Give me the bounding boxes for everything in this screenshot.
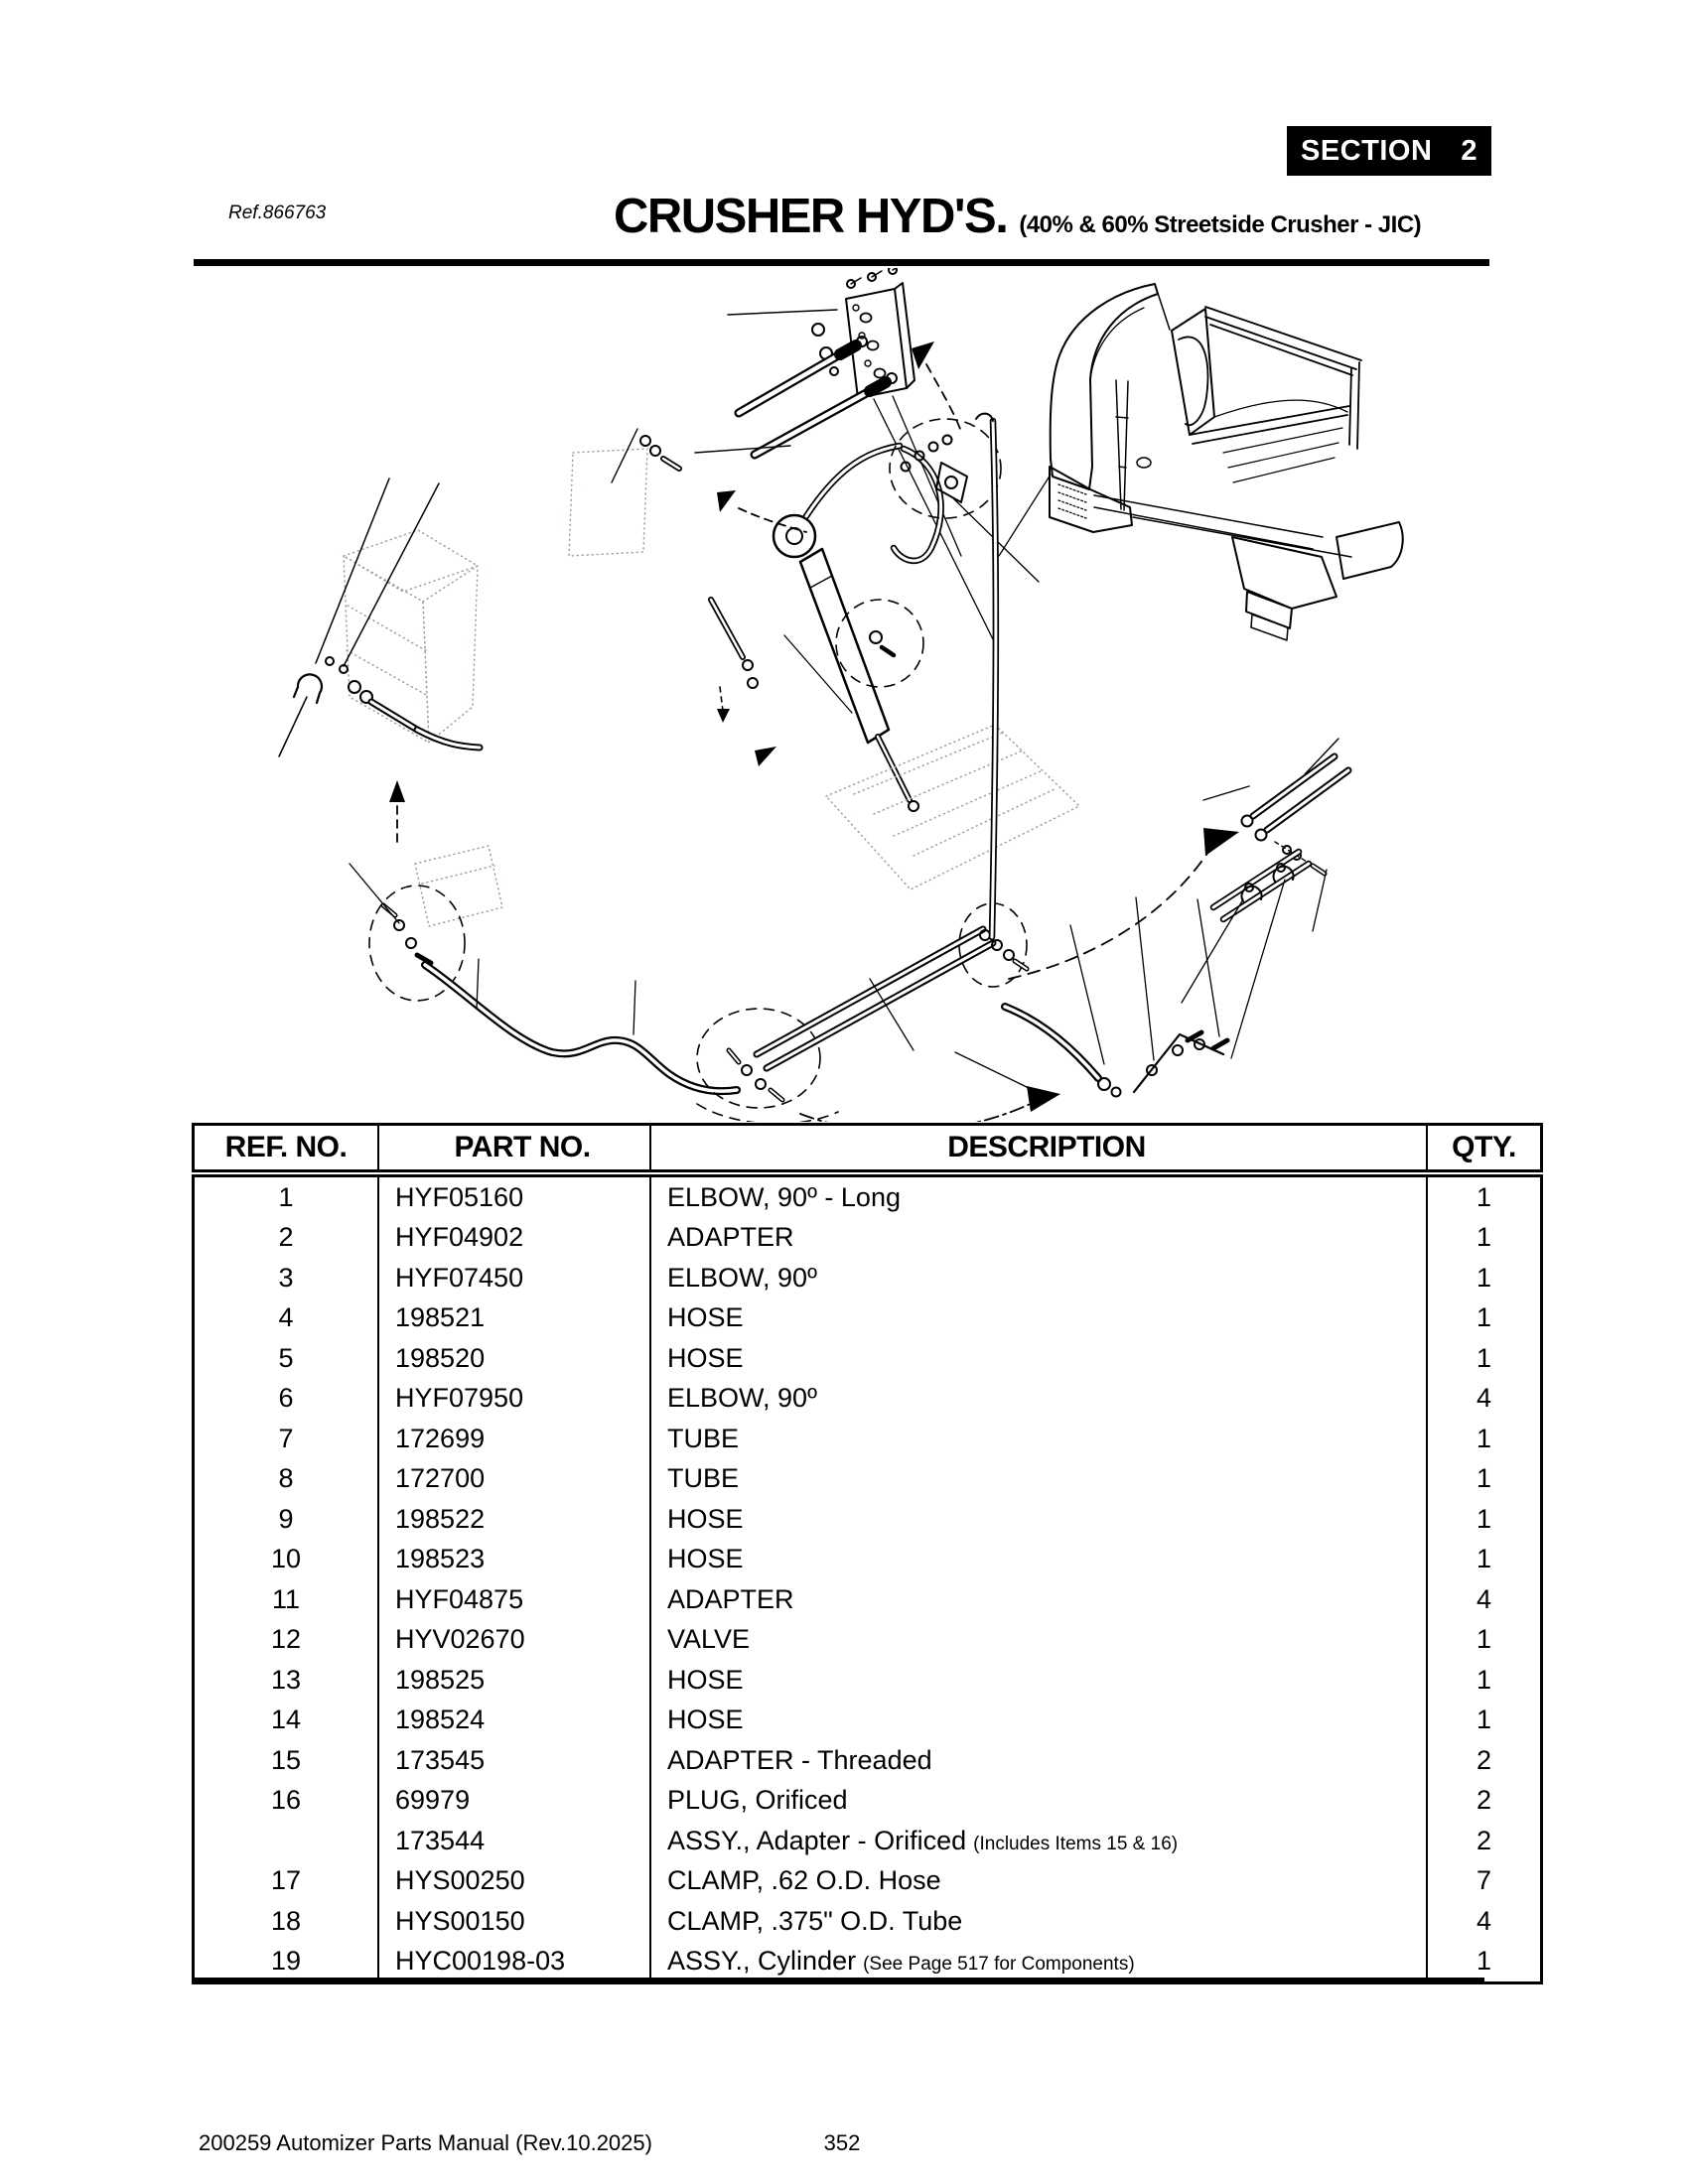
diagram-crusher-body bbox=[999, 284, 1403, 640]
description-text: CLAMP, .62 O.D. Hose bbox=[667, 1865, 941, 1896]
cell-desc bbox=[650, 1660, 1427, 1701]
cell-qty: 4 bbox=[1427, 1579, 1542, 1620]
cell-desc bbox=[650, 1499, 1427, 1540]
parts-table-body bbox=[194, 1173, 1542, 1983]
cell-part: 198524 bbox=[378, 1701, 650, 1741]
cell-qty: 1 bbox=[1427, 1218, 1542, 1259]
cell-part: HYF04875 bbox=[378, 1579, 650, 1620]
table-row bbox=[194, 1620, 1542, 1661]
description-text: ASSY., Cylinder bbox=[667, 1946, 857, 1977]
parts-table bbox=[192, 1123, 1543, 1984]
cell-qty: 1 bbox=[1427, 1459, 1542, 1500]
column-header-desc: DESCRIPTION bbox=[650, 1125, 1427, 1174]
cell-part: 198520 bbox=[378, 1338, 650, 1379]
cell-qty: 2 bbox=[1427, 1821, 1542, 1861]
description-text: ADAPTER bbox=[667, 1583, 794, 1614]
cell-ref: 3 bbox=[278, 1262, 294, 1293]
footer-manual-label: 200259 Automizer Parts Manual (Rev.10.2025) bbox=[199, 2130, 652, 2155]
arrowhead-bottom-right bbox=[1027, 1086, 1060, 1112]
diagram-bottom-right-cluster bbox=[800, 897, 1227, 1122]
cell-part: 69979 bbox=[378, 1781, 650, 1822]
cell-qty: 1 bbox=[1427, 1338, 1542, 1379]
cell-ref: 9 bbox=[278, 1503, 294, 1534]
cell-desc bbox=[650, 1379, 1427, 1420]
table-row bbox=[194, 1740, 1542, 1781]
diagram-valve-bank bbox=[344, 449, 647, 926]
description-text: HOSE bbox=[667, 1503, 744, 1534]
cell-part: HYV02670 bbox=[378, 1620, 650, 1661]
description-text: PLUG, Orificed bbox=[667, 1785, 848, 1816]
exploded-diagram bbox=[139, 268, 1569, 1122]
table-row bbox=[194, 1781, 1542, 1822]
cell-qty: 2 bbox=[1427, 1740, 1542, 1781]
cell-qty: 1 bbox=[1427, 1620, 1542, 1661]
table-row bbox=[194, 1821, 1542, 1861]
cell-ref: 1 bbox=[278, 1181, 294, 1212]
table-row bbox=[194, 1660, 1542, 1701]
description-text: TUBE bbox=[667, 1423, 740, 1453]
arrowhead-up bbox=[389, 780, 405, 802]
cell-ref: 10 bbox=[270, 1544, 302, 1574]
cell-qty: 7 bbox=[1427, 1861, 1542, 1902]
table-row bbox=[194, 1218, 1542, 1259]
cell-qty: 1 bbox=[1427, 1419, 1542, 1459]
ref-number-label: Ref.866763 bbox=[228, 203, 327, 223]
description-text: HOSE bbox=[667, 1302, 744, 1333]
cell-qty: 4 bbox=[1427, 1379, 1542, 1420]
cell-qty: 1 bbox=[1427, 1942, 1542, 1983]
cell-ref: 8 bbox=[278, 1463, 294, 1494]
title-row bbox=[614, 189, 1421, 244]
cell-ref: 13 bbox=[270, 1664, 302, 1695]
footer-page-number: 352 bbox=[823, 2130, 861, 2155]
cell-part: 172700 bbox=[378, 1459, 650, 1500]
description-text: ELBOW, 90º - Long bbox=[667, 1181, 901, 1212]
diagram-left-hose-junction bbox=[350, 864, 737, 1091]
table-row bbox=[194, 1459, 1542, 1500]
cell-part: HYF04902 bbox=[378, 1218, 650, 1259]
cell-ref: 11 bbox=[271, 1583, 301, 1614]
title-rule bbox=[194, 259, 1489, 266]
section-number: 2 bbox=[1461, 134, 1477, 167]
cell-part: HYF07450 bbox=[378, 1258, 650, 1298]
cell-desc bbox=[650, 1338, 1427, 1379]
diagram-left-fitting-cluster bbox=[279, 478, 480, 842]
cell-qty: 1 bbox=[1427, 1173, 1542, 1218]
cell-part: HYF07950 bbox=[378, 1379, 650, 1420]
cell-ref: 16 bbox=[270, 1785, 302, 1816]
table-row bbox=[194, 1298, 1542, 1339]
cell-desc bbox=[650, 1419, 1427, 1459]
cell-desc bbox=[650, 1258, 1427, 1298]
table-row bbox=[194, 1540, 1542, 1580]
cell-ref: 14 bbox=[270, 1705, 302, 1735]
cell-part: HYF05160 bbox=[378, 1173, 650, 1218]
diagram-right-arrow bbox=[1009, 828, 1239, 979]
section-badge bbox=[1287, 126, 1491, 176]
cell-qty: 1 bbox=[1427, 1499, 1542, 1540]
cell-qty: 1 bbox=[1427, 1258, 1542, 1298]
description-text: ELBOW, 90º bbox=[667, 1262, 817, 1293]
arrowhead-up-left bbox=[755, 747, 776, 766]
description-note: (See Page 517 for Components) bbox=[863, 1954, 1135, 1976]
cell-qty: 1 bbox=[1427, 1540, 1542, 1580]
cell-qty: 2 bbox=[1427, 1781, 1542, 1822]
cell-qty: 1 bbox=[1427, 1701, 1542, 1741]
cell-desc bbox=[650, 1173, 1427, 1218]
cell-part: HYS00250 bbox=[378, 1861, 650, 1902]
cell-ref: 15 bbox=[270, 1744, 302, 1775]
description-text: CLAMP, .375" O.D. Tube bbox=[667, 1905, 963, 1936]
description-text: ADAPTER - Threaded bbox=[667, 1744, 932, 1775]
description-text: ASSY., Adapter - Orificed bbox=[667, 1825, 967, 1855]
description-note: (Includes Items 15 & 16) bbox=[973, 1833, 1179, 1854]
cell-part: 172699 bbox=[378, 1419, 650, 1459]
arrowhead-down bbox=[717, 709, 730, 723]
arrowhead-right bbox=[1203, 828, 1239, 856]
diagram-floor-plate bbox=[826, 725, 1079, 889]
cell-desc bbox=[650, 1901, 1427, 1942]
cell-ref: 19 bbox=[270, 1946, 302, 1977]
bottom-rule bbox=[194, 1978, 1484, 1982]
page-title: CRUSHER HYD'S. bbox=[614, 190, 1008, 243]
description-text: ADAPTER bbox=[667, 1222, 794, 1253]
cell-ref: 2 bbox=[278, 1222, 294, 1253]
cell-desc bbox=[650, 1579, 1427, 1620]
table-row bbox=[194, 1379, 1542, 1420]
cell-ref: 17 bbox=[270, 1865, 302, 1896]
cell-qty: 1 bbox=[1427, 1298, 1542, 1339]
cell-part: 198523 bbox=[378, 1540, 650, 1580]
table-row bbox=[194, 1173, 1542, 1218]
cell-desc bbox=[650, 1740, 1427, 1781]
arrowhead-to-manifold bbox=[912, 341, 934, 369]
description-text: HOSE bbox=[667, 1342, 744, 1373]
cell-desc bbox=[650, 1298, 1427, 1339]
page-subtitle: (40% & 60% Streetside Crusher - JIC) bbox=[1019, 211, 1422, 238]
column-header-ref: REF. NO. bbox=[194, 1125, 379, 1174]
description-text: VALVE bbox=[667, 1624, 751, 1655]
table-row bbox=[194, 1338, 1542, 1379]
description-text: HOSE bbox=[667, 1664, 744, 1695]
table-row bbox=[194, 1579, 1542, 1620]
description-text: TUBE bbox=[667, 1463, 740, 1494]
description-text: HOSE bbox=[667, 1705, 744, 1735]
cell-desc bbox=[650, 1540, 1427, 1580]
cell-qty: 4 bbox=[1427, 1901, 1542, 1942]
diagram-main-tubes bbox=[757, 414, 1027, 1068]
table-row bbox=[194, 1499, 1542, 1540]
description-text: ELBOW, 90º bbox=[667, 1383, 817, 1414]
cell-ref bbox=[194, 1821, 379, 1861]
section-word: SECTION bbox=[1301, 134, 1433, 167]
cell-part: HYS00150 bbox=[378, 1901, 650, 1942]
cell-part: 198522 bbox=[378, 1499, 650, 1540]
table-row bbox=[194, 1701, 1542, 1741]
cell-ref: 18 bbox=[270, 1905, 302, 1936]
diagram-right-top-detail bbox=[1203, 739, 1348, 874]
cell-desc bbox=[650, 1821, 1427, 1861]
cell-ref: 4 bbox=[278, 1302, 294, 1333]
cell-desc bbox=[650, 1701, 1427, 1741]
cell-part: 173544 bbox=[378, 1821, 650, 1861]
diagram-center-small-parts bbox=[612, 429, 806, 766]
detail-circle-bottom-junction bbox=[697, 1009, 820, 1108]
parts-table-header bbox=[194, 1125, 1542, 1174]
cell-part: HYC00198-03 bbox=[378, 1942, 650, 1983]
cell-ref: 12 bbox=[270, 1624, 302, 1655]
cell-desc bbox=[650, 1781, 1427, 1822]
cell-ref: 6 bbox=[278, 1383, 294, 1414]
cell-desc bbox=[650, 1620, 1427, 1661]
cell-desc bbox=[650, 1459, 1427, 1500]
cell-desc bbox=[650, 1218, 1427, 1259]
column-header-part: PART NO. bbox=[378, 1125, 650, 1174]
cell-part: 173545 bbox=[378, 1740, 650, 1781]
cell-desc bbox=[650, 1861, 1427, 1902]
cell-part: 198525 bbox=[378, 1660, 650, 1701]
column-header-qty: QTY. bbox=[1427, 1125, 1542, 1174]
diagram-right-mid-detail bbox=[1182, 852, 1327, 1058]
description-text: HOSE bbox=[667, 1544, 744, 1574]
header-row bbox=[194, 1125, 1542, 1174]
detail-circle-upper-junction bbox=[890, 419, 1001, 518]
table-row bbox=[194, 1258, 1542, 1298]
cell-ref: 7 bbox=[278, 1423, 294, 1453]
cell-ref: 5 bbox=[278, 1342, 294, 1373]
table-row bbox=[194, 1861, 1542, 1902]
cell-qty: 1 bbox=[1427, 1660, 1542, 1701]
detail-circle-mid-fitting bbox=[836, 600, 923, 687]
table-row bbox=[194, 1419, 1542, 1459]
table-row bbox=[194, 1901, 1542, 1942]
arrowhead-up-center bbox=[717, 490, 736, 512]
cell-part: 198521 bbox=[378, 1298, 650, 1339]
